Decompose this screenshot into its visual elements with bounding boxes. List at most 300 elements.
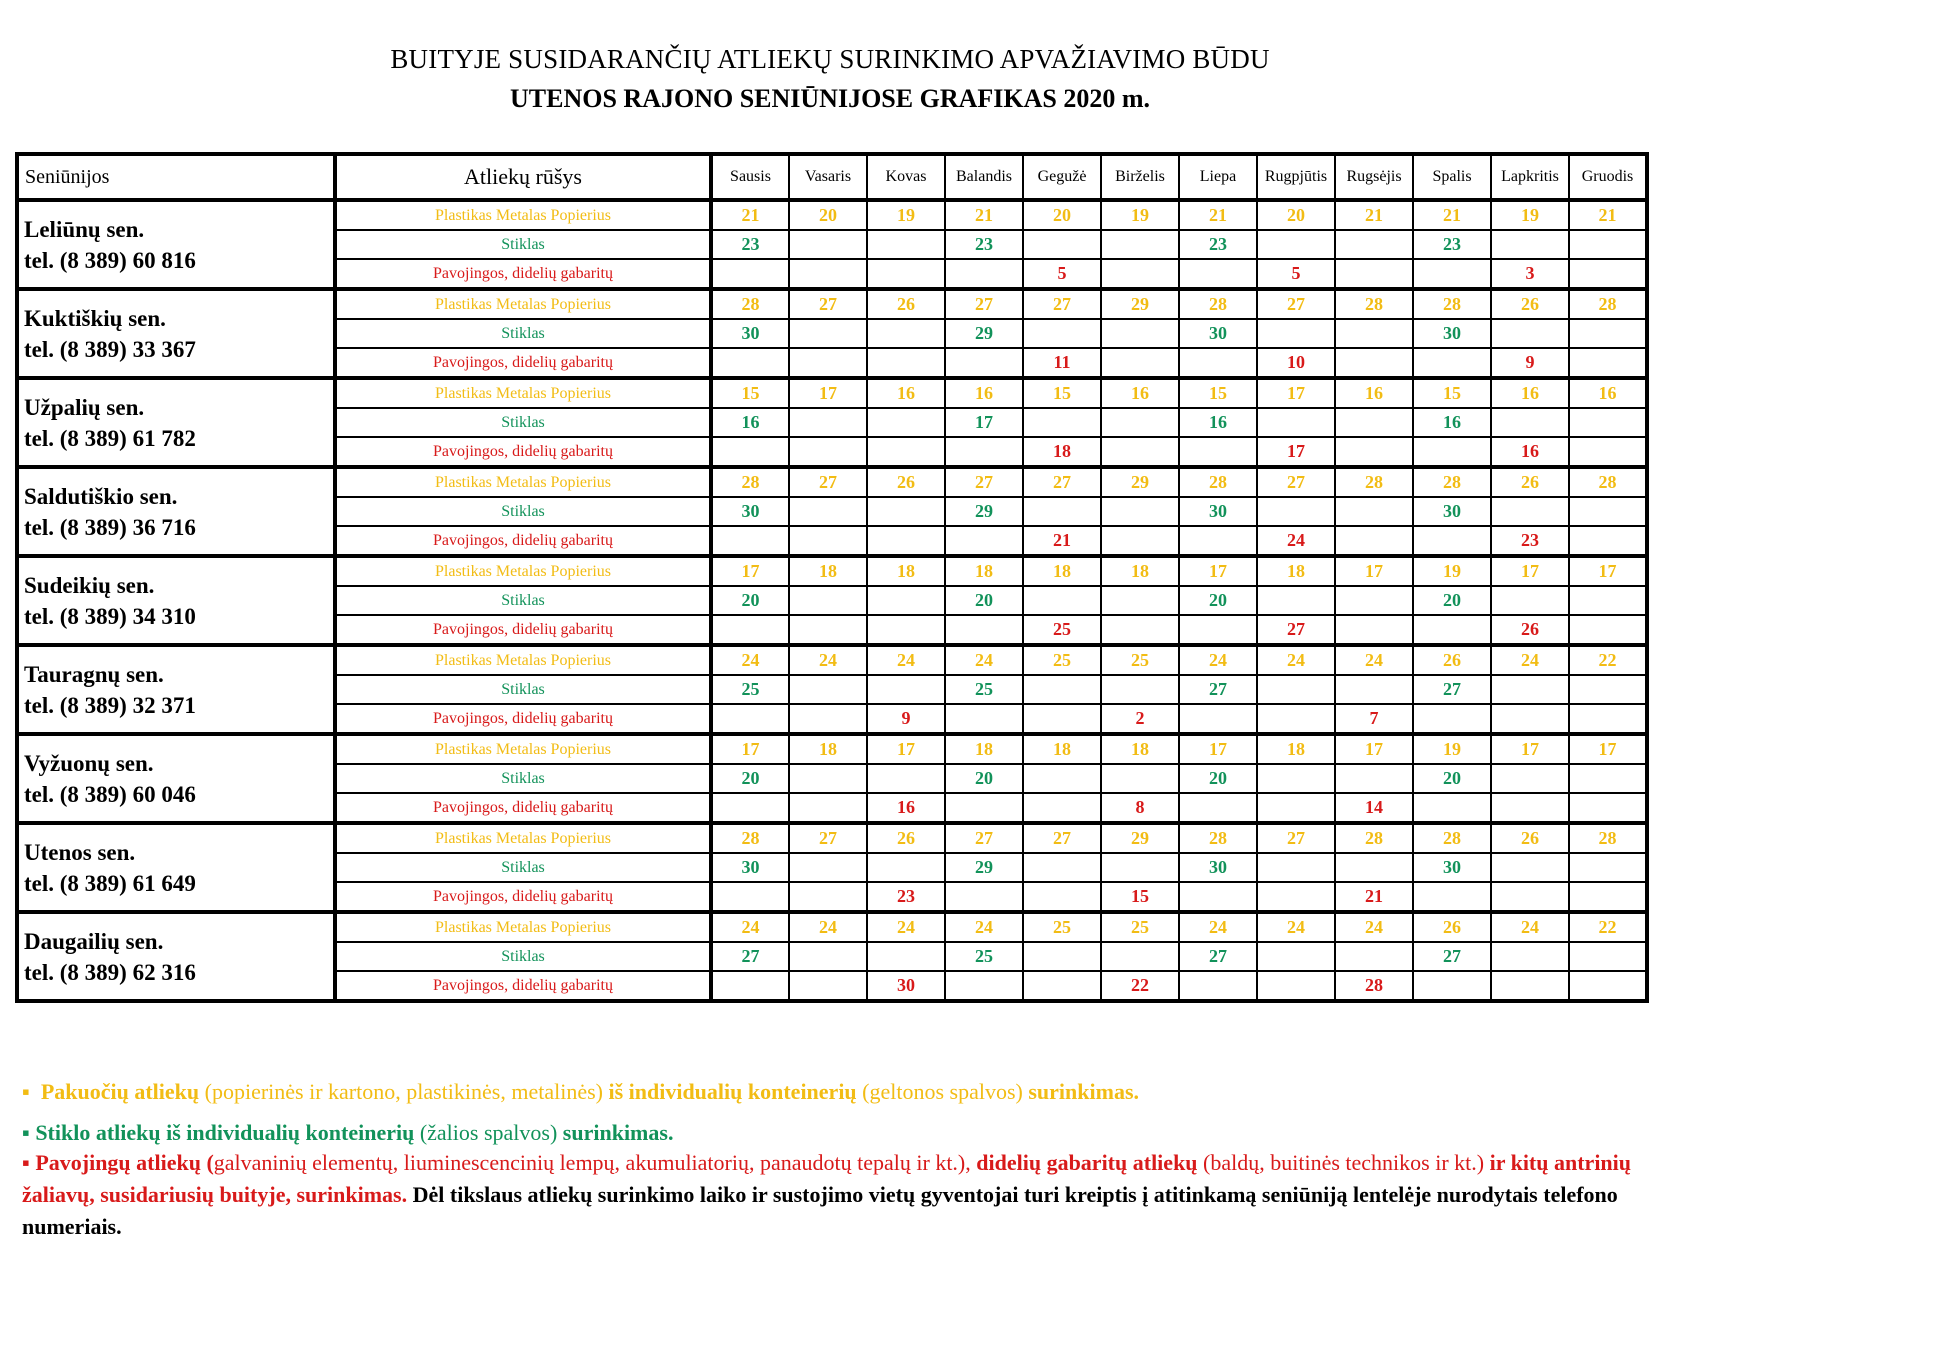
collection-day: 27 [1179, 675, 1257, 704]
district-phone: tel. (8 389) 61 782 [24, 425, 196, 451]
collection-day: 20 [945, 586, 1023, 615]
collection-day: 27 [1257, 467, 1335, 497]
collection-day [867, 942, 945, 971]
collection-day [1569, 586, 1647, 615]
district-cell [17, 556, 335, 645]
collection-day: 28 [1569, 467, 1647, 497]
collection-day: 2 [1101, 704, 1179, 734]
collection-day: 14 [1335, 793, 1413, 823]
collection-day: 17 [867, 734, 945, 764]
collection-day [711, 437, 789, 467]
district-name: Kuktiškių sen. [24, 305, 166, 331]
collection-day [1335, 942, 1413, 971]
title-line-2: UTENOS RAJONO SENIŪNIJOSE GRAFIKAS 2020 m. [510, 84, 1150, 113]
collection-day [1257, 586, 1335, 615]
collection-day: 21 [711, 200, 789, 230]
waste-type-label: Stiklas [335, 497, 711, 526]
collection-day: 28 [1335, 971, 1413, 1001]
waste-type-label: Pavojingos, didelių gabaritų [335, 259, 711, 289]
collection-day [1179, 615, 1257, 645]
collection-day: 25 [945, 942, 1023, 971]
collection-day: 19 [867, 200, 945, 230]
table-row [17, 378, 1647, 408]
collection-day: 29 [945, 497, 1023, 526]
collection-day: 17 [945, 408, 1023, 437]
collection-day: 23 [1491, 526, 1569, 556]
collection-day [1101, 497, 1179, 526]
collection-day [1179, 437, 1257, 467]
district-cell [17, 645, 335, 734]
collection-day [867, 764, 945, 793]
collection-day [1101, 319, 1179, 348]
collection-day [789, 497, 867, 526]
header-month: Liepa [1179, 154, 1257, 200]
collection-day [1569, 408, 1647, 437]
collection-day: 19 [1413, 556, 1491, 586]
waste-type-label: Stiklas [335, 586, 711, 615]
collection-day: 17 [1491, 734, 1569, 764]
collection-day: 22 [1569, 645, 1647, 675]
header-month: Balandis [945, 154, 1023, 200]
collection-day: 18 [945, 556, 1023, 586]
collection-day: 21 [1413, 200, 1491, 230]
collection-day [1491, 853, 1569, 882]
collection-day: 5 [1257, 259, 1335, 289]
collection-day [867, 437, 945, 467]
table-row [17, 467, 1647, 497]
collection-day: 16 [1335, 378, 1413, 408]
collection-day: 23 [945, 230, 1023, 259]
collection-day [1569, 319, 1647, 348]
collection-day [1023, 971, 1101, 1001]
collection-day: 23 [1179, 230, 1257, 259]
collection-day: 17 [1569, 734, 1647, 764]
legend-text: galvaninių elementų, liuminescencinių lempų, akumuliatorių, panaudotų tepalų ir kt.), [213, 1150, 977, 1175]
collection-day: 24 [789, 912, 867, 942]
collection-day [1179, 704, 1257, 734]
header-month: Sausis [711, 154, 789, 200]
collection-day [867, 526, 945, 556]
collection-day [945, 437, 1023, 467]
collection-day [1179, 882, 1257, 912]
collection-day [1023, 675, 1101, 704]
collection-day: 18 [1023, 734, 1101, 764]
collection-day [1335, 319, 1413, 348]
collection-day [1491, 704, 1569, 734]
collection-day [867, 259, 945, 289]
waste-type-label: Plastikas Metalas Popierius [335, 467, 711, 497]
collection-day: 28 [711, 467, 789, 497]
collection-day: 26 [1491, 823, 1569, 853]
collection-day: 26 [1491, 615, 1569, 645]
waste-type-label: Pavojingos, didelių gabaritų [335, 615, 711, 645]
schedule-body [17, 200, 1647, 1001]
collection-day [789, 882, 867, 912]
district-phone: tel. (8 389) 62 316 [24, 959, 196, 985]
collection-day [1023, 764, 1101, 793]
waste-type-label: Plastikas Metalas Popierius [335, 200, 711, 230]
collection-day: 7 [1335, 704, 1413, 734]
district-cell [17, 200, 335, 289]
collection-day: 24 [945, 912, 1023, 942]
collection-day: 27 [1023, 467, 1101, 497]
collection-day [789, 853, 867, 882]
collection-day [1569, 230, 1647, 259]
collection-day [1335, 675, 1413, 704]
waste-type-label: Plastikas Metalas Popierius [335, 823, 711, 853]
collection-day: 20 [711, 586, 789, 615]
collection-day [1491, 675, 1569, 704]
waste-type-label: Stiklas [335, 408, 711, 437]
collection-day: 18 [1101, 734, 1179, 764]
waste-type-label: Plastikas Metalas Popierius [335, 645, 711, 675]
legend-text: (popierinės ir kartono, plastikinės, metalinės) [199, 1079, 609, 1104]
collection-day: 15 [1023, 378, 1101, 408]
collection-day: 20 [711, 764, 789, 793]
collection-day [867, 408, 945, 437]
collection-day: 20 [1179, 764, 1257, 793]
collection-day: 24 [1179, 912, 1257, 942]
legend-text: didelių gabaritų atliekų [976, 1150, 1198, 1175]
collection-day [1023, 586, 1101, 615]
legend-hazardous [22, 1147, 1662, 1243]
collection-day [789, 586, 867, 615]
collection-day: 28 [711, 289, 789, 319]
collection-day [1569, 793, 1647, 823]
collection-day [1569, 259, 1647, 289]
legend-text: iš individualių konteinerių [608, 1079, 857, 1104]
collection-day [1101, 259, 1179, 289]
waste-type-label: Plastikas Metalas Popierius [335, 734, 711, 764]
collection-day [1413, 259, 1491, 289]
collection-day [1023, 882, 1101, 912]
collection-day: 20 [1257, 200, 1335, 230]
collection-day: 24 [1491, 912, 1569, 942]
collection-day [1257, 764, 1335, 793]
collection-day: 25 [1023, 615, 1101, 645]
collection-day: 17 [711, 734, 789, 764]
waste-type-label: Stiklas [335, 230, 711, 259]
collection-day: 29 [1101, 823, 1179, 853]
table-row [17, 823, 1647, 853]
district-phone: tel. (8 389) 33 367 [24, 336, 196, 362]
collection-day: 30 [1413, 853, 1491, 882]
waste-type-label: Pavojingos, didelių gabaritų [335, 704, 711, 734]
legend-text: Pakuočių atliekų [40, 1079, 200, 1104]
collection-day [867, 675, 945, 704]
collection-day: 19 [1413, 734, 1491, 764]
collection-day: 17 [1179, 556, 1257, 586]
collection-day [1101, 615, 1179, 645]
collection-day [945, 793, 1023, 823]
collection-day [945, 259, 1023, 289]
collection-day [945, 882, 1023, 912]
waste-type-label: Pavojingos, didelių gabaritų [335, 437, 711, 467]
district-phone: tel. (8 389) 61 649 [24, 870, 196, 896]
collection-day [1257, 971, 1335, 1001]
collection-day: 27 [789, 467, 867, 497]
collection-day: 29 [945, 319, 1023, 348]
header-month: Vasaris [789, 154, 867, 200]
collection-day: 26 [1491, 467, 1569, 497]
collection-day: 28 [1413, 467, 1491, 497]
table-row [17, 289, 1647, 319]
table-row [17, 200, 1647, 230]
collection-day [1491, 497, 1569, 526]
collection-day: 26 [867, 823, 945, 853]
collection-day: 18 [789, 556, 867, 586]
district-name: Užpalių sen. [24, 394, 145, 420]
collection-day [711, 615, 789, 645]
collection-day [789, 348, 867, 378]
collection-day [1257, 793, 1335, 823]
header-row [17, 154, 1647, 200]
collection-day: 18 [1101, 556, 1179, 586]
district-phone: tel. (8 389) 60 046 [24, 781, 196, 807]
district-name: Vyžuonų sen. [24, 750, 154, 776]
collection-day [1179, 526, 1257, 556]
district-name: Tauragnų sen. [24, 661, 164, 687]
collection-day: 17 [1257, 437, 1335, 467]
collection-day [711, 348, 789, 378]
collection-day [1179, 259, 1257, 289]
collection-day: 18 [1257, 734, 1335, 764]
collection-day: 9 [867, 704, 945, 734]
legend-glass [22, 1117, 1662, 1149]
collection-day: 23 [1413, 230, 1491, 259]
collection-day: 28 [1569, 823, 1647, 853]
collection-day: 28 [711, 823, 789, 853]
collection-day [1569, 764, 1647, 793]
waste-type-label: Plastikas Metalas Popierius [335, 556, 711, 586]
collection-day: 24 [711, 912, 789, 942]
waste-type-label: Stiklas [335, 675, 711, 704]
collection-day: 26 [867, 467, 945, 497]
waste-type-label: Stiklas [335, 853, 711, 882]
collection-day: 22 [1101, 971, 1179, 1001]
collection-day [1023, 853, 1101, 882]
waste-type-label: Stiklas [335, 942, 711, 971]
collection-day: 23 [711, 230, 789, 259]
collection-day: 19 [1491, 200, 1569, 230]
collection-day [1569, 971, 1647, 1001]
collection-day: 24 [1257, 526, 1335, 556]
collection-day: 30 [711, 319, 789, 348]
collection-day: 28 [1413, 823, 1491, 853]
collection-day [1257, 319, 1335, 348]
table-row [17, 645, 1647, 675]
collection-day [1335, 408, 1413, 437]
collection-day: 24 [789, 645, 867, 675]
collection-day [1101, 230, 1179, 259]
district-phone: tel. (8 389) 60 816 [24, 247, 196, 273]
collection-day: 11 [1023, 348, 1101, 378]
collection-day [867, 586, 945, 615]
collection-day [1569, 497, 1647, 526]
collection-day: 17 [1257, 378, 1335, 408]
collection-day [1491, 942, 1569, 971]
collection-day [1413, 793, 1491, 823]
collection-day [867, 230, 945, 259]
waste-type-label: Stiklas [335, 319, 711, 348]
collection-day: 16 [1491, 437, 1569, 467]
collection-day [1491, 882, 1569, 912]
collection-day: 27 [1023, 289, 1101, 319]
legend-text: surinkimas. [1028, 1079, 1140, 1104]
collection-day [1569, 348, 1647, 378]
collection-day [789, 971, 867, 1001]
collection-day: 21 [1569, 200, 1647, 230]
collection-day [711, 259, 789, 289]
collection-day: 21 [1179, 200, 1257, 230]
legend-text: (geltonos spalvos) [856, 1079, 1029, 1104]
collection-day [1491, 764, 1569, 793]
collection-day: 28 [1413, 289, 1491, 319]
collection-day [1569, 615, 1647, 645]
collection-day: 8 [1101, 793, 1179, 823]
district-name: Sudeikių sen. [24, 572, 155, 598]
collection-day: 26 [1491, 289, 1569, 319]
legend-bullet: ▪ [22, 1150, 30, 1175]
collection-day [1335, 348, 1413, 378]
collection-day: 21 [1335, 882, 1413, 912]
collection-day: 29 [945, 853, 1023, 882]
legend-bullet: ▪ [22, 1120, 30, 1145]
collection-day: 27 [945, 289, 1023, 319]
collection-day: 27 [789, 823, 867, 853]
collection-day [1257, 853, 1335, 882]
waste-type-label: Pavojingos, didelių gabaritų [335, 348, 711, 378]
waste-type-label: Stiklas [335, 764, 711, 793]
district-phone: tel. (8 389) 36 716 [24, 514, 196, 540]
legend-text: Pavojingų atliekų ( [29, 1150, 214, 1175]
collection-day: 16 [867, 378, 945, 408]
collection-day [1491, 408, 1569, 437]
table-row [17, 912, 1647, 942]
collection-day: 30 [1179, 853, 1257, 882]
collection-day: 20 [945, 764, 1023, 793]
collection-day [867, 497, 945, 526]
collection-day: 24 [1179, 645, 1257, 675]
collection-day [1101, 764, 1179, 793]
collection-day: 26 [1413, 645, 1491, 675]
collection-day: 17 [1491, 556, 1569, 586]
waste-type-label: Plastikas Metalas Popierius [335, 912, 711, 942]
collection-day [867, 348, 945, 378]
header-month: Kovas [867, 154, 945, 200]
header-month: Lapkritis [1491, 154, 1569, 200]
legend-bullet: ▪ [22, 1079, 30, 1104]
collection-day: 24 [1257, 912, 1335, 942]
collection-day: 15 [711, 378, 789, 408]
district-cell [17, 823, 335, 912]
collection-day [789, 319, 867, 348]
collection-day: 24 [945, 645, 1023, 675]
district-cell [17, 912, 335, 1001]
legend-text: (žalios spalvos) [414, 1120, 563, 1145]
collection-day: 23 [867, 882, 945, 912]
collection-day [1101, 526, 1179, 556]
collection-day [711, 704, 789, 734]
collection-day [945, 704, 1023, 734]
legend-packaging [22, 1076, 1662, 1108]
collection-day: 16 [1101, 378, 1179, 408]
collection-day [1569, 675, 1647, 704]
collection-day [1101, 853, 1179, 882]
collection-day: 24 [711, 645, 789, 675]
collection-day: 24 [1335, 912, 1413, 942]
collection-day [1413, 526, 1491, 556]
collection-day [1101, 408, 1179, 437]
waste-type-label: Pavojingos, didelių gabaritų [335, 526, 711, 556]
collection-day [945, 526, 1023, 556]
table-row [17, 556, 1647, 586]
header-seniunijos: Seniūnijos [17, 154, 335, 200]
collection-day: 20 [1413, 586, 1491, 615]
collection-day [1257, 942, 1335, 971]
collection-day: 20 [789, 200, 867, 230]
collection-day [1257, 230, 1335, 259]
collection-day [1569, 942, 1647, 971]
waste-type-label: Plastikas Metalas Popierius [335, 378, 711, 408]
collection-day [789, 230, 867, 259]
collection-day: 27 [1257, 615, 1335, 645]
legend-text: (baldų, buitinės technikos ir kt.) [1197, 1150, 1490, 1175]
collection-day [1335, 586, 1413, 615]
collection-day: 15 [1413, 378, 1491, 408]
collection-day: 21 [945, 200, 1023, 230]
collection-day: 22 [1569, 912, 1647, 942]
collection-day [1023, 319, 1101, 348]
collection-day: 30 [1179, 319, 1257, 348]
collection-day: 17 [1335, 734, 1413, 764]
collection-day [1335, 526, 1413, 556]
collection-day [1101, 675, 1179, 704]
collection-day: 20 [1413, 764, 1491, 793]
collection-day [1335, 853, 1413, 882]
collection-day: 25 [945, 675, 1023, 704]
collection-day: 30 [1413, 319, 1491, 348]
district-phone: tel. (8 389) 32 371 [24, 692, 196, 718]
collection-day: 17 [1335, 556, 1413, 586]
collection-day: 18 [945, 734, 1023, 764]
collection-day: 27 [789, 289, 867, 319]
collection-day: 17 [1179, 734, 1257, 764]
collection-day: 16 [1179, 408, 1257, 437]
collection-day [711, 971, 789, 1001]
collection-day: 16 [1413, 408, 1491, 437]
collection-day [1569, 704, 1647, 734]
collection-day: 30 [1413, 497, 1491, 526]
collection-day [789, 704, 867, 734]
collection-day [945, 971, 1023, 1001]
collection-day: 18 [1023, 437, 1101, 467]
collection-day [1179, 971, 1257, 1001]
collection-day [789, 259, 867, 289]
collection-day: 24 [1257, 645, 1335, 675]
collection-day [1413, 704, 1491, 734]
collection-day: 30 [867, 971, 945, 1001]
collection-day: 20 [1179, 586, 1257, 615]
collection-day [1569, 882, 1647, 912]
legend-text: Stiklo atliekų iš individualių konteinerių [29, 1120, 415, 1145]
collection-day [711, 882, 789, 912]
collection-day [1335, 259, 1413, 289]
collection-day [1491, 971, 1569, 1001]
collection-day [867, 853, 945, 882]
collection-day: 27 [945, 823, 1023, 853]
collection-day: 27 [1023, 823, 1101, 853]
